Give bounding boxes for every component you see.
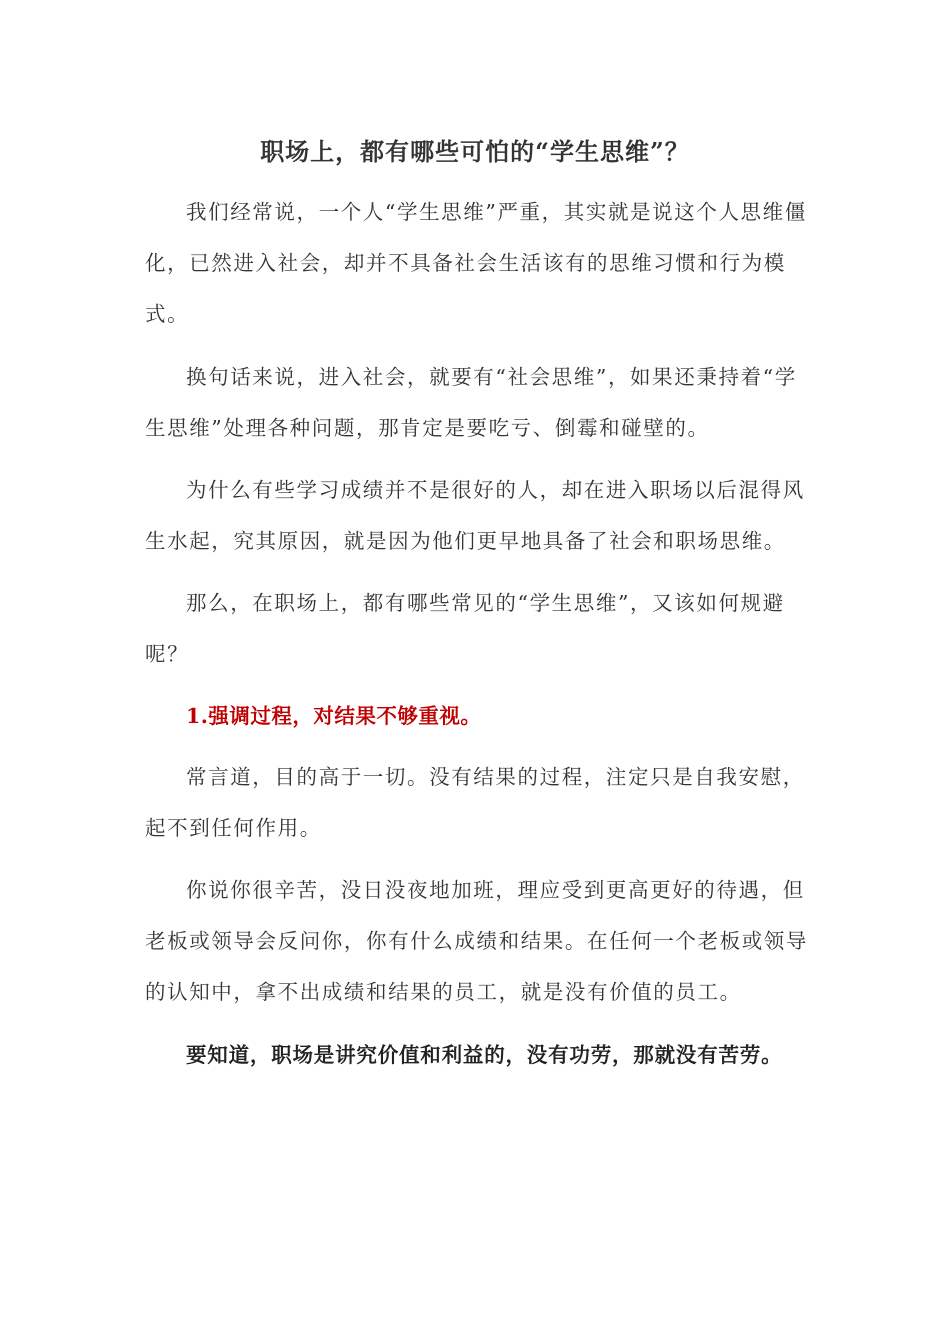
paragraph-1: 我们经常说，一个人“学生思维”严重，其实就是说这个人思维僵化，已然进入社会，却并不具备社会生活该有的思维习惯和行为模式。 <box>145 200 807 326</box>
section-paragraph-2: 你说你很辛苦，没日没夜地加班，理应受到更高更好的待遇，但老板或领导会反问你，你有什么成绩和结果。在任何一个老板或领导的认知中，拿不出成绩和结果的员工，就是没有价值的员工。 <box>145 878 808 1004</box>
paragraph-2: 换句话来说，进入社会，就要有“社会思维”，如果还秉持着“学生思维”处理各种问题，那肯定是要吃亏、倒霉和碰壁的。 <box>145 365 797 440</box>
section-paragraph-1: 常言道，目的高于一切。没有结果的过程，注定只是自我安慰，起不到任何作用。 <box>145 765 805 840</box>
document-title: 职场上，都有哪些可怕的“学生思维”？ <box>260 137 690 166</box>
paragraph-3: 为什么有些学习成绩并不是很好的人，却在进入职场以后混得风生水起，究其原因，就是因为他们更早地具备了社会和职场思维。 <box>145 478 805 553</box>
section-heading: 1.强调过程，对结果不够重视。 <box>186 704 482 728</box>
paragraph-4: 那么，在职场上，都有哪些常见的“学生思维”，又该如何规避呢？ <box>145 591 785 666</box>
emphasis-line: 要知道，职场是讲究价值和利益的，没有功劳，那就没有苦劳。 <box>186 1043 783 1067</box>
